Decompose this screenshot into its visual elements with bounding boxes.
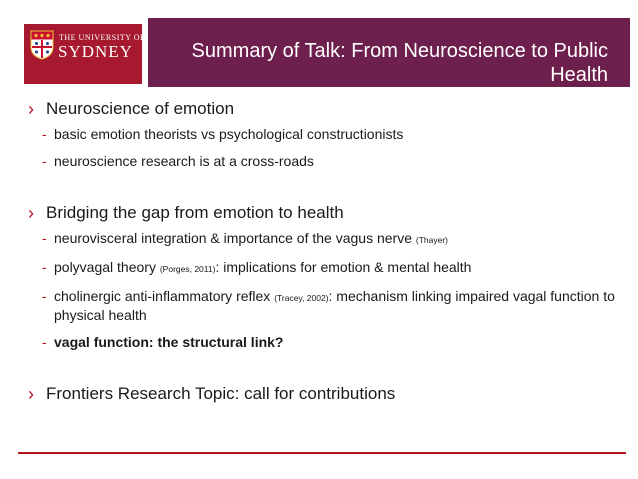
list-item-text: basic emotion theorists vs psychological constructionists: [54, 126, 404, 142]
sub-list: [28, 126, 628, 170]
dash-icon: -: [42, 230, 47, 246]
list-item: [42, 288, 628, 324]
list-item: [42, 259, 628, 278]
citation: (Tracey, 2002): [274, 293, 329, 303]
slide-title: Summary of Talk: From Neuroscience to Public Health: [191, 40, 608, 86]
slide-header: [0, 0, 638, 90]
list-item-text: cholinergic anti-inflammatory reflex: [54, 288, 275, 304]
sub-list: [28, 230, 628, 351]
dash-icon: -: [42, 153, 47, 169]
citation: (Porges, 2011): [159, 264, 216, 274]
dash-icon: -: [42, 259, 47, 275]
list-item-rest: : mechanism linking impaired vagal function to physical health: [54, 288, 615, 323]
section-frontiers: [28, 383, 628, 405]
bullet-text: Bridging the gap from emotion to health: [46, 203, 344, 222]
section-bridging: [28, 202, 628, 351]
bullet-text: Neuroscience of emotion: [46, 99, 235, 118]
chevron-right-icon: ›: [28, 99, 34, 119]
list-item: [42, 153, 628, 170]
citation: (Thayer): [415, 235, 448, 245]
bullet-text: Frontiers Research Topic: call for contributions: [46, 384, 396, 403]
bullet-heading: [28, 202, 628, 224]
chevron-right-icon: ›: [28, 203, 34, 223]
logo-wordmark: SYDNEY: [58, 42, 133, 61]
list-item-content: [54, 259, 471, 278]
bullet-heading: [28, 383, 628, 405]
list-item: [42, 230, 628, 249]
bullet-heading: [28, 98, 628, 120]
list-item: [42, 334, 628, 351]
list-item-content: [54, 230, 448, 249]
university-crest-icon: [30, 30, 54, 60]
logo-panel: [24, 24, 145, 84]
slide-body: [28, 98, 628, 405]
list-item-rest: : implications for emotion & mental health: [215, 259, 472, 275]
list-item: [42, 126, 628, 143]
university-logo: [18, 18, 148, 87]
dash-icon: -: [42, 288, 47, 304]
list-item-content: [54, 288, 628, 324]
list-item-text: neurovisceral integration & importance of the vagus nerve: [54, 230, 416, 246]
footer-divider: [18, 452, 626, 454]
list-item-text: polyvagal theory: [54, 259, 160, 275]
title-banner: [18, 18, 630, 87]
chevron-right-icon: ›: [28, 384, 34, 404]
dash-icon: -: [42, 334, 47, 350]
list-item-text: vagal function: the structural link?: [54, 334, 284, 350]
logo-subtitle: THE UNIVERSITY OF: [59, 33, 145, 42]
section-neuroscience: [28, 98, 628, 170]
list-item-text: neuroscience research is at a cross-roads: [54, 153, 314, 169]
dash-icon: -: [42, 126, 47, 142]
